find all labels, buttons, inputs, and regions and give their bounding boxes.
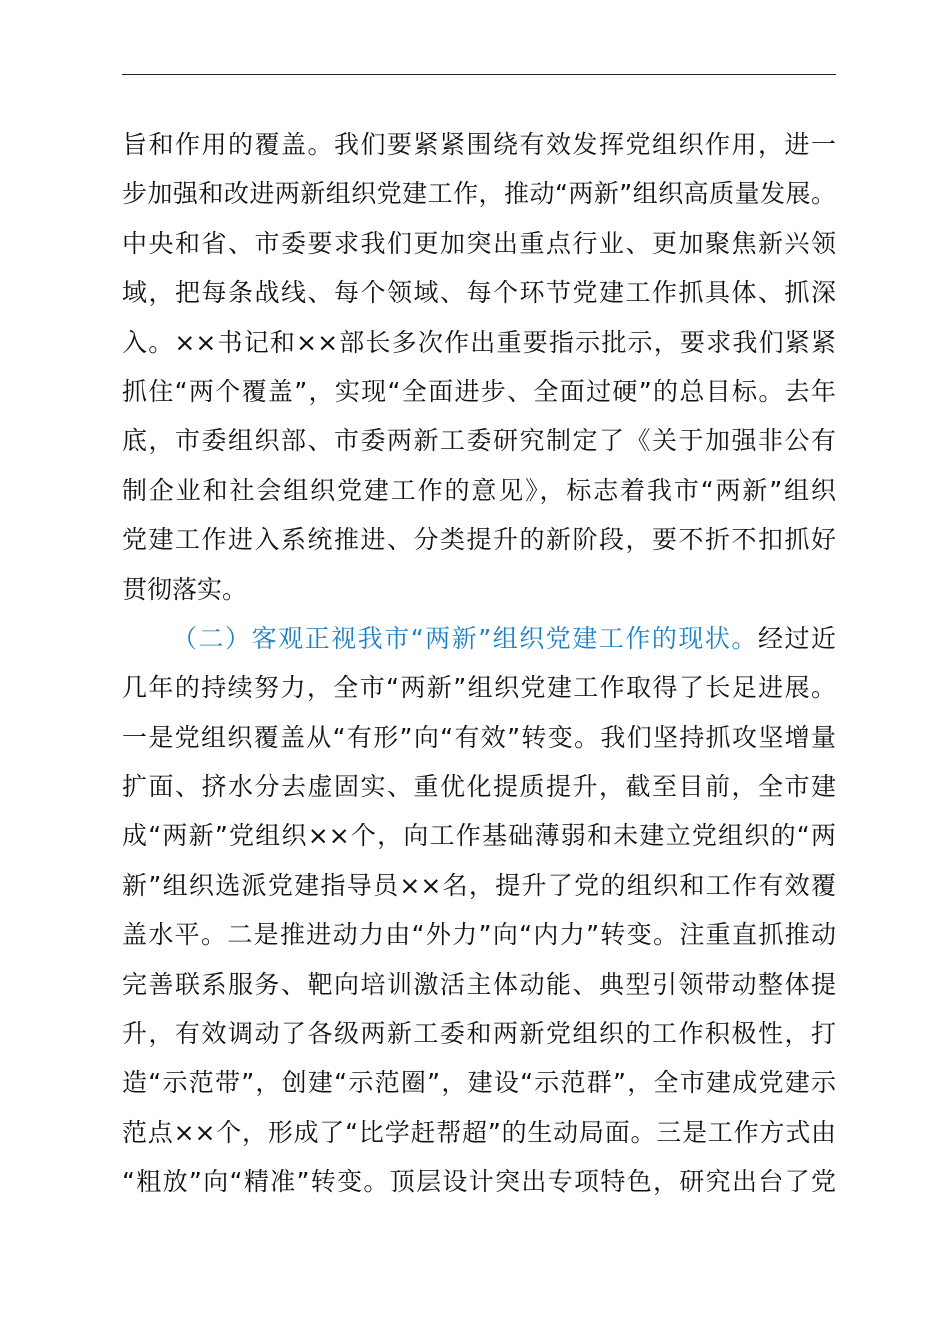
- section-heading-tail: 经过近: [757, 623, 836, 653]
- body-text: [122, 120, 836, 1207]
- paragraph-line: 造“示范带”，创建“示范圈”，建设“示范群”，全市建成党建示: [122, 1068, 836, 1098]
- paragraph-line: 完善联系服务、靶向培训激活主体动能、典型引领带动整体提: [122, 969, 836, 999]
- paragraph-line: 贯彻落实。: [122, 574, 248, 604]
- paragraph-line: 新”组织选派党建指导员××名，提升了党的组织和工作有效覆: [122, 870, 836, 900]
- section-heading-line: [122, 614, 836, 663]
- paragraph-line: 域，把每条战线、每个领域、每个环节党建工作抓具体、抓深: [122, 278, 836, 308]
- paragraph-line: 制企业和社会组织党建工作的意见》，标志着我市“两新”组织: [122, 475, 836, 505]
- paragraph-line: 党建工作进入系统推进、分类提升的新阶段，要不折不扣抓好: [122, 525, 836, 555]
- paragraph-line: 一是党组织覆盖从“有形”向“有效”转变。我们坚持抓攻坚增量: [122, 722, 836, 752]
- section-heading: （二）客观正视我市“两新”组织党建工作的现状。: [172, 623, 758, 653]
- paragraph-line: 中央和省、市委要求我们更加突出重点行业、更加聚焦新兴领: [122, 228, 836, 258]
- paragraph-line: 入。××书记和××部长多次作出重要指示批示，要求我们紧紧: [122, 327, 836, 357]
- paragraph-line: 底，市委组织部、市委两新工委研究制定了《关于加强非公有: [122, 426, 836, 456]
- paragraph-line: 几年的持续努力，全市“两新”组织党建工作取得了长足进展。: [122, 673, 836, 703]
- paragraph-line: 成“两新”党组织××个，向工作基础薄弱和未建立党组织的“两: [122, 821, 836, 851]
- paragraph-line: 扩面、挤水分去虚固实、重优化提质提升，截至目前，全市建: [122, 772, 836, 802]
- paragraph-line: 盖水平。二是推进动力由“外力”向“内力”转变。注重直抓推动: [122, 920, 836, 950]
- paragraph-line: 抓住“两个覆盖”，实现“全面进步、全面过硬”的总目标。去年: [122, 376, 836, 406]
- paragraph-line: “粗放”向“精准”转变。顶层设计突出专项特色，研究出台了党: [122, 1167, 836, 1197]
- paragraph-line: 升，有效调动了各级两新工委和两新党组织的工作积极性，打: [122, 1019, 836, 1049]
- paragraph-line: 旨和作用的覆盖。我们要紧紧围绕有效发挥党组织作用，进一: [122, 130, 836, 159]
- paragraph-line: 步加强和改进两新组织党建工作，推动“两新”组织高质量发展。: [122, 179, 836, 209]
- header-rule: [122, 74, 836, 75]
- paragraph-line: 范点××个，形成了“比学赶帮超”的生动局面。三是工作方式由: [122, 1117, 836, 1147]
